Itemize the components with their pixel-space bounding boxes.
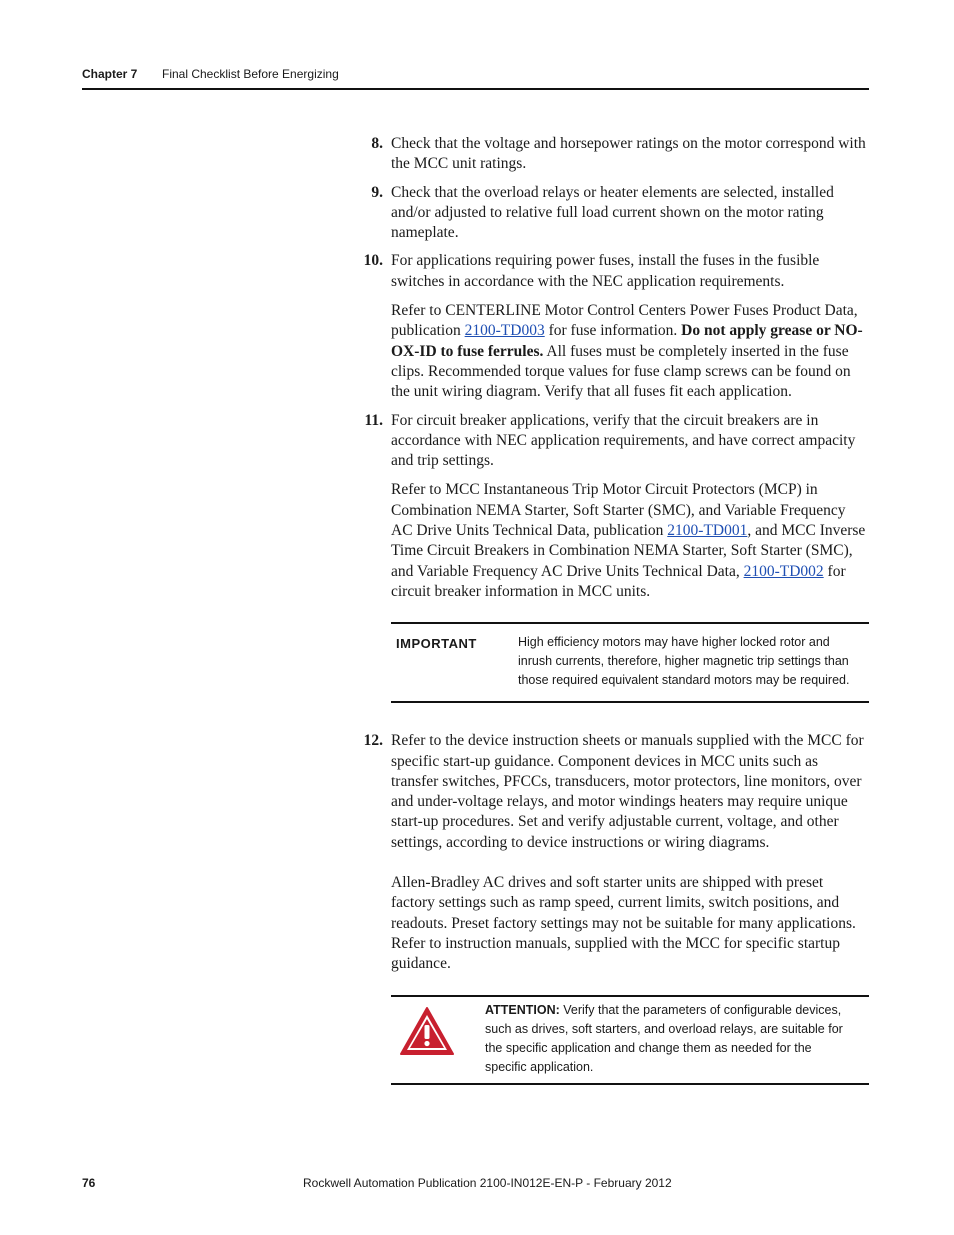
fuse-warning-bold: Do not apply grease or NO-OX-ID to fuse ferrules. [391,322,863,360]
step-number: 9. [371,183,383,201]
attention-label: ATTENTION: [485,1002,560,1017]
detail-text: for fuse information. [544,322,682,340]
attention-text [485,1001,869,1077]
step-9 [355,183,869,244]
detail-text: , and MCC Inverse Time Circuit Breakers in Combination NEMA Starter, Soft Starter (SMC), and Variable Frequency AC Drive Units Technical Data, [391,522,866,580]
step-number: 10. [363,252,383,270]
detail-text: Refer to MCC Instantaneous Trip Motor Circuit Protectors (MCP) in Combination NEMA Starter, Soft Starter (SMC), and Variable Frequency AC Drive Units Technical Data, publication [391,481,846,540]
step-12 [355,731,869,974]
step-detail [391,480,869,602]
page-header [82,66,869,90]
step-detail [391,301,869,402]
main-content [355,134,869,1085]
section-title: Final Checklist Before Energizing [162,67,339,81]
step-text: Check that the voltage and horsepower ratings on the motor correspond with the MCC unit ratings. [391,135,866,173]
important-text: High efficiency motors may have higher locked rotor and inrush currents, therefore, higher magnetic trip settings than those required equivalent standard motors may be required. [518,635,850,688]
step-text: For applications requiring power fuses, install the fuses in the fusible switches in accordance with the NEC application requirements. [391,252,820,290]
warning-triangle-icon [399,1005,455,1057]
link-2100-td001[interactable]: 2100-TD001 [667,522,748,540]
detail-text: Refer to CENTERLINE Motor Control Centers Power Fuses Product Data, publication [391,302,858,340]
chapter-label: Chapter 7 [82,67,138,81]
publication-info: Rockwell Automation Publication 2100-IN012E-EN-P - February 2012 [303,1176,672,1190]
step-number: 12. [363,732,383,750]
step-text: Refer to the device instruction sheets or manuals supplied with the MCC for specific start-up guidance. Component devices in MCC units such as transfer switches, PFCCs, transducers, motor protectors, line monitors, over and under-voltage relays, and motor windings heaters may require unique start-up procedures. Set and verify adjustable current, voltage, and other settings, according to device instructions or wiring diagrams. [391,732,864,851]
important-label: IMPORTANT [396,636,477,652]
detail-text: for circuit breaker information in MCC units. [391,562,846,600]
attention-body: Verify that the parameters of configurable devices, such as drives, soft starters, and overload relays, are suitable for the specific application and change them as needed for the specific application. [485,1002,843,1074]
step-text: For circuit breaker applications, verify that the circuit breakers are in accordance with NEC application requirements, and have correct ampacity and trip settings. [391,411,856,470]
link-2100-td002[interactable]: 2100-TD002 [743,562,824,580]
important-note [391,622,869,703]
step-number: 8. [371,135,383,152]
step-number: 11. [364,411,383,429]
step-11 [355,411,869,603]
detail-text: All fuses must be completely inserted in the fuse clips. Recommended torque values for fuse clamp screws can be found on the unit wiring diagram. Verify that all fuses fit each application. [391,342,851,401]
page-number: 76 [82,1176,96,1190]
step-detail: Allen-Bradley AC drives and soft starter units are shipped with preset factory settings such as ramp speed, current limits, switch positions, and readouts. Preset factory settings may not be suitable for many applications. Refer to instruction manuals, supplied with the MCC for specific startup guidance. [391,874,856,973]
step-8 [355,134,869,175]
step-10 [355,251,869,402]
step-text: Check that the overload relays or heater elements are selected, installed and/or adjusted to relative full load current shown on the motor rating nameplate. [391,183,834,242]
attention-note [391,995,869,1085]
link-2100-td003[interactable]: 2100-TD003 [464,322,545,340]
